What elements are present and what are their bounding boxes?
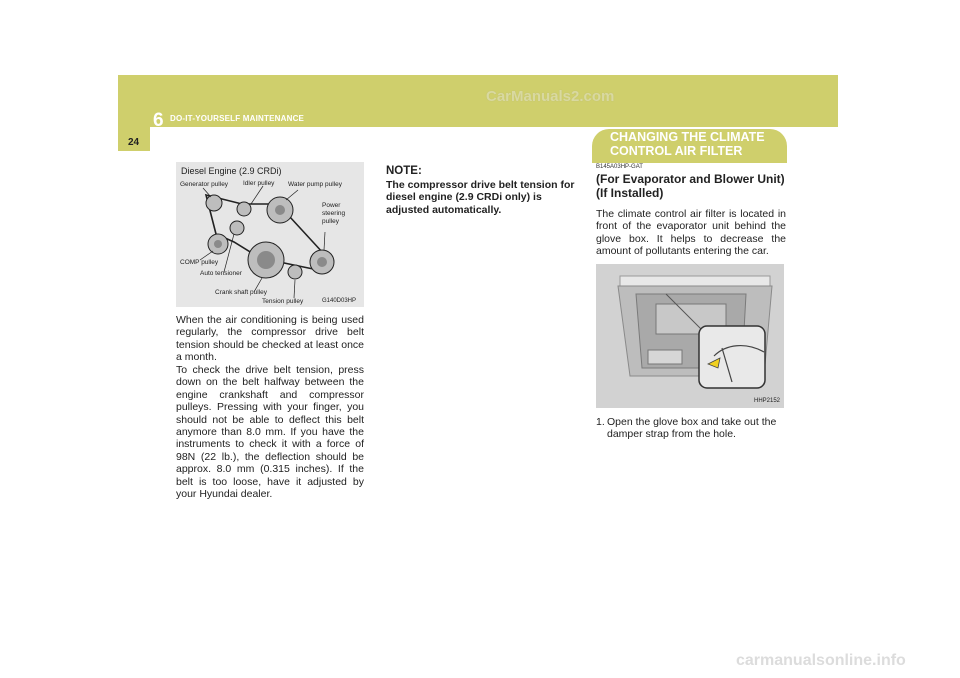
subheading: (For Evaporator and Blower Unit) (If Installed) <box>596 172 785 200</box>
label-idler-pulley: Idler pulley <box>243 180 275 187</box>
step-text: Open the glove box and take out the damper strap from the hole. <box>607 416 777 441</box>
belt-check-paragraph: When the air conditioning is being used regularly, the compressor drive belt tension should be checked at least once a month. <box>176 314 364 364</box>
glove-box-illustration <box>596 264 784 408</box>
page-number: 24 <box>128 137 140 148</box>
label-tension-pulley: Tension pulley <box>262 298 304 305</box>
glove-box-figure <box>596 264 784 408</box>
label-crank-shaft-pulley: Crank shaft pulley <box>215 289 268 296</box>
section-title: CHANGING THE CLIMATE CONTROL AIR FILTER <box>610 130 765 158</box>
figure-code: G140D03HP <box>322 298 357 304</box>
label-water-pump-pulley: Water pump pulley <box>288 181 342 188</box>
note-title: NOTE: <box>386 165 422 177</box>
note-text: The compressor drive belt tension for diesel engine (2.9 CRDi only) is adjusted automatically. <box>386 179 575 216</box>
air-filter-paragraph: The climate control air filter is located in front of the evaporator unit behind the glove box. It helps to decrease the amount of pollutants entering the car. <box>596 208 786 258</box>
belt-tension-paragraph: To check the drive belt tension, press down on the belt halfway between the engine crankshaft and compressor pulleys. Pressing with your finger, you should not be able to deflect this belt anymore than 8.0 mm. If you have the instruments to check it with a force of 98N (22 lb.), the deflection should be approx. 8.0 mm (0.315 inches). If the belt is too loose, have it adjusted by your Hyundai dealer. <box>176 364 364 501</box>
figure-caption: Diesel Engine (2.9 CRDi) <box>181 166 282 176</box>
watermark-bottom[interactable]: carmanualsonline.info <box>736 652 906 669</box>
step-1 <box>596 416 786 441</box>
label-comp-pulley: COMP pulley <box>180 259 219 266</box>
watermark-top[interactable]: CarManuals2.com <box>486 88 615 105</box>
chapter-number: 6 <box>153 110 164 131</box>
engine-belt-figure <box>176 162 364 307</box>
chapter-title: DO-IT-YOURSELF MAINTENANCE <box>170 114 305 123</box>
label-power-steering-pulley: Power steering pulley <box>322 202 346 225</box>
figure-code-2: HHP2152 <box>753 398 780 404</box>
label-auto-tensioner: Auto tensioner <box>200 270 242 277</box>
label-generator-pulley: Generator pulley <box>180 181 229 188</box>
section-code: B145A03HP-GAT <box>596 164 643 170</box>
step-number: 1. <box>596 416 605 428</box>
